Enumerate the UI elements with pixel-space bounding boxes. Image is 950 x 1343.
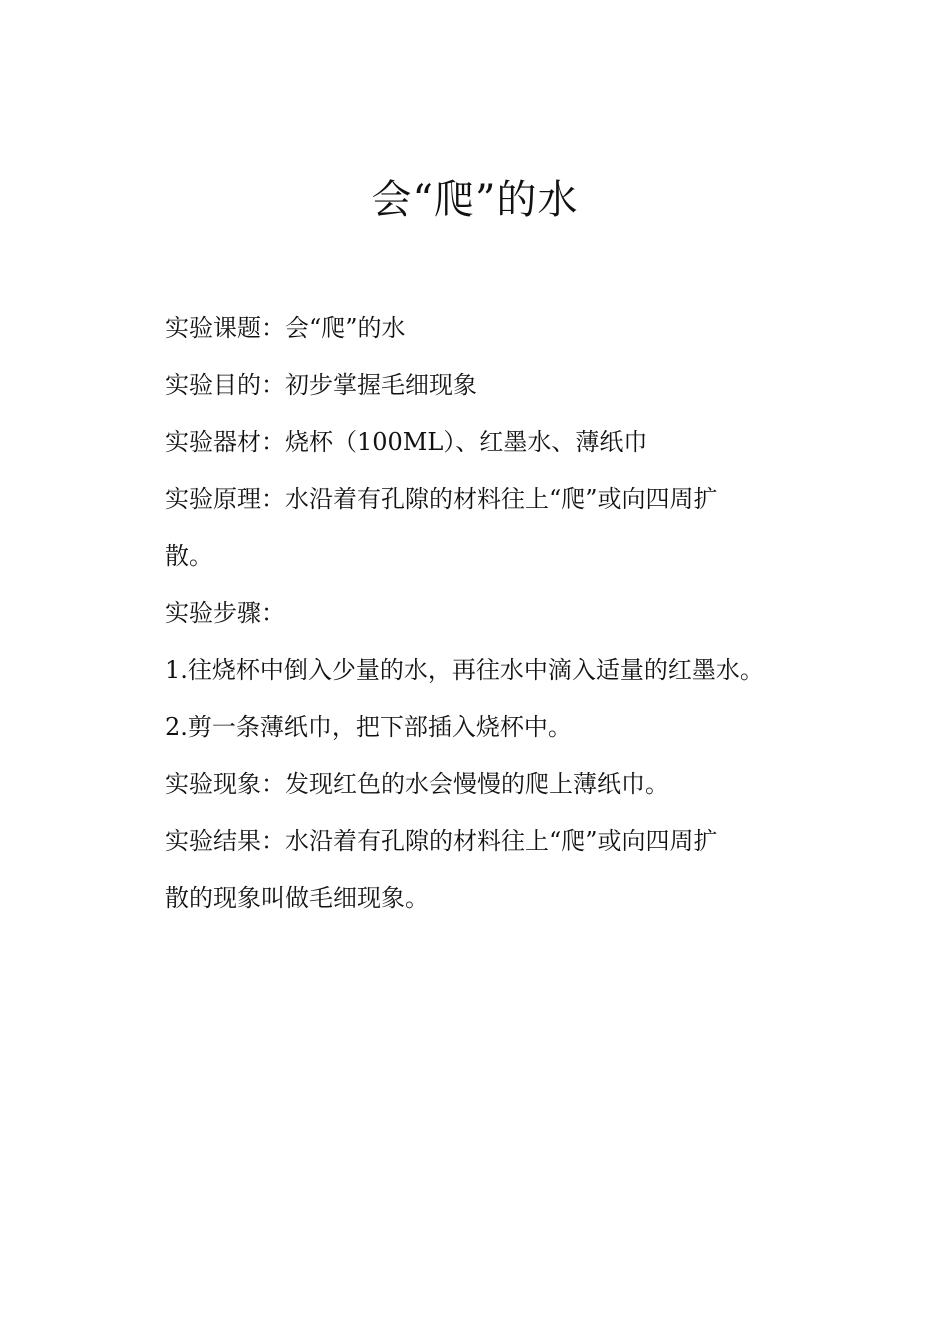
experiment-phenomenon: 实验现象：发现红色的水会慢慢的爬上薄纸巾。: [165, 770, 669, 798]
experiment-materials: 实验器材：烧杯（100ML）、红墨水、薄纸巾: [165, 428, 648, 456]
experiment-result-line-2: 散的现象叫做毛细现象。: [165, 884, 429, 912]
experiment-purpose: 实验目的：初步掌握毛细现象: [165, 371, 477, 399]
experiment-principle-line-1: 实验原理：水沿着有孔隙的材料往上“爬”或向四周扩: [165, 485, 718, 513]
experiment-result-line-1: 实验结果：水沿着有孔隙的材料往上“爬”或向四周扩: [165, 827, 718, 855]
document-body: [165, 300, 805, 927]
experiment-principle-line-2: 散。: [165, 542, 213, 570]
experiment-step-2: 2.剪一条薄纸巾，把下部插入烧杯中。: [165, 713, 572, 741]
experiment-topic: 实验课题：会“爬”的水: [165, 314, 406, 342]
document-title: 会“爬”的水: [371, 177, 579, 223]
experiment-steps-heading: 实验步骤：: [165, 599, 285, 627]
experiment-step-1: 1.往烧杯中倒入少量的水，再往水中滴入适量的红墨水。: [165, 656, 764, 684]
